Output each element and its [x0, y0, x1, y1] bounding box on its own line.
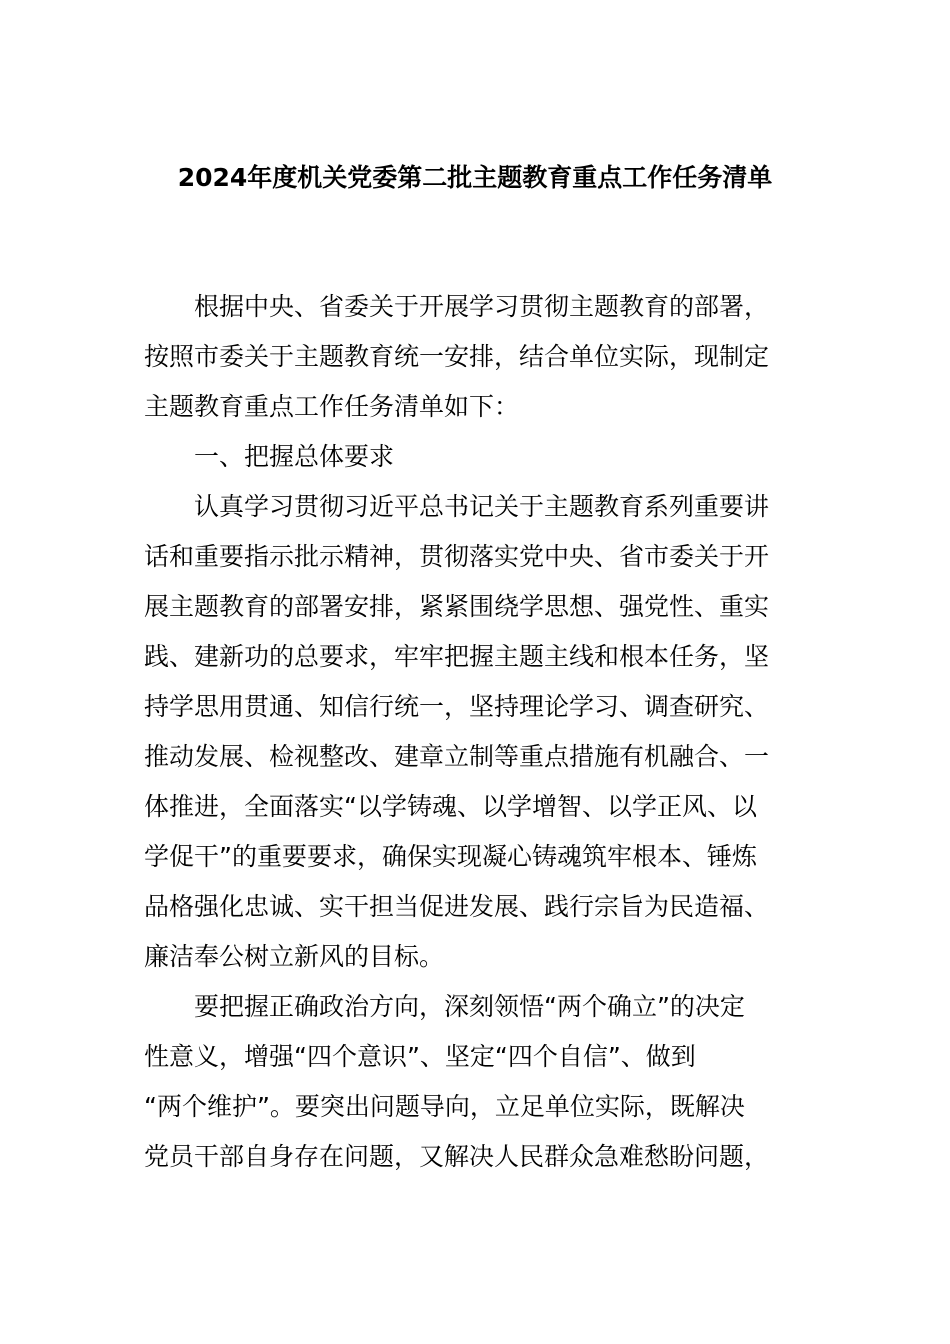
paragraph-line: 展主题教育的部署安排，紧紧围绕学思想、强党性、重实 [144, 592, 770, 621]
paragraph-line: 话和重要指示批示精神，贯彻落实党中央、省市委关于开 [144, 542, 770, 571]
paragraph-line: 持学思用贯通、知信行统一，坚持理论学习、调查研究、 [144, 692, 770, 721]
document-title: 2024年度机关党委第二批主题教育重点工作任务清单 [177, 163, 773, 192]
paragraph-line: 体推进，全面落实“以学铸魂、以学增智、以学正风、以 [144, 792, 757, 821]
paragraph-line: 认真学习贯彻习近平总书记关于主题教育系列重要讲 [194, 492, 770, 521]
document-body [144, 282, 809, 1182]
section-heading: 一、把握总体要求 [194, 442, 395, 471]
paragraph-line: 践、建新功的总要求，牢牢把握主题主线和根本任务，坚 [144, 642, 770, 671]
paragraph-line: 学促干”的重要要求，确保实现凝心铸魂筑牢根本、锤炼 [144, 842, 757, 871]
paragraph-line: 党员干部自身存在问题，又解决人民群众急难愁盼问题， [144, 1142, 770, 1171]
paragraph-line: 主题教育重点工作任务清单如下： [144, 392, 520, 421]
paragraph-line: “两个维护”。要突出问题导向，立足单位实际，既解决 [144, 1092, 745, 1121]
paragraph-line: 品格强化忠诚、实干担当促进发展、践行宗旨为民造福、 [144, 892, 770, 921]
paragraph-line: 按照市委关于主题教育统一安排，结合单位实际，现制定 [144, 342, 770, 371]
paragraph-line: 推动发展、检视整改、建章立制等重点措施有机融合、一 [144, 742, 770, 771]
paragraph-line: 廉洁奉公树立新风的目标。 [144, 942, 445, 971]
paragraph-line: 要把握正确政治方向，深刻领悟“两个确立”的决定 [194, 992, 745, 1021]
paragraph-line: 性意义，增强“四个意识”、坚定“四个自信”、做到 [144, 1042, 696, 1071]
paragraph-line: 根据中央、省委关于开展学习贯彻主题教育的部署， [194, 292, 770, 321]
